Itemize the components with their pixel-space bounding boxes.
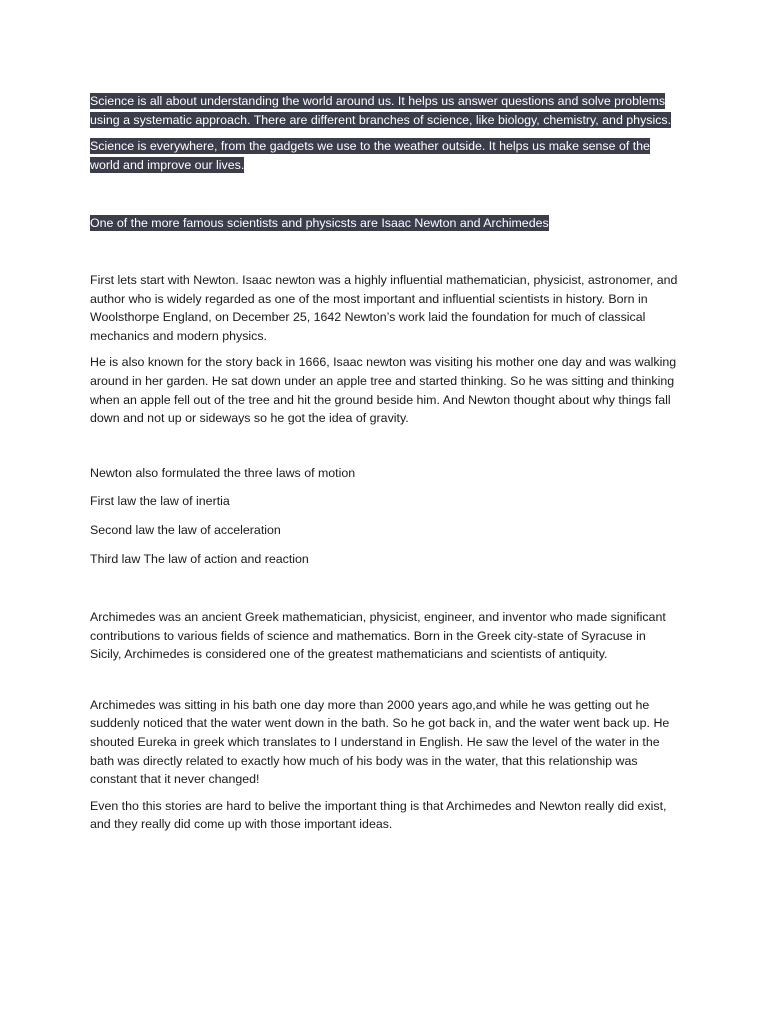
newton-paragraph-2: He is also known for the story back in 1666, Isaac newton was visiting his mother one day and was walking around in her garden. He sat down under an apple tree and started thinking. So he was sitting and thinking when an apple fell out of the tree and hit the ground beside him. And Newton thought about why things fall down and not up or sideways so he got the idea of gravity. <box>90 355 677 426</box>
law-1: First law the law of inertia <box>90 494 230 509</box>
law-2: Second law the law of acceleration <box>90 522 281 537</box>
conclusion-paragraph: Even tho this stories are hard to belive the important thing is that Archimedes and Newton really did exist, and they really did come up with those important ideas. <box>90 798 667 832</box>
highlighted-text: Science is everywhere, from the gadgets we use to the weather outside. It helps us make sense of the world and improve our lives. <box>90 139 650 172</box>
law-3: Third law The law of action and reaction <box>90 551 309 566</box>
intro-paragraph-1 <box>90 92 680 129</box>
archimedes-paragraph-2: Archimedes was sitting in his bath one day more than 2000 years ago,and while he was getting out he suddenly noticed that the water went down in the bath. So he got back in, and the water went back up. He shouted Eureka in greek which translates to I understand in English. He saw the level of the water in the bath was directly related to exactly how much of his body was in the water, that this relationship was constant that it never changed! <box>90 697 670 787</box>
highlighted-text: Science is all about understanding the world around us. It helps us answer questions and solve problems using a systematic approach. There are different branches of science, like biology, chemistry, and physics. <box>90 94 672 127</box>
document-body <box>90 92 680 834</box>
highlighted-text: One of the more famous scientists and physicsts are Isaac Newton and Archimedes <box>90 216 549 231</box>
intro-paragraph-2 <box>90 137 680 174</box>
newton-paragraph-1: First lets start with Newton. Isaac newton was a highly influential mathematician, physicist, astronomer, and author who is widely regarded as one of the most important and influential scientists in history. Born in Woolsthorpe England, on December 25, 1642 Newton’s work laid the foundation for much of classical mechanics and modern physics. <box>90 272 678 343</box>
laws-intro: Newton also formulated the three laws of motion <box>90 465 356 480</box>
scientists-heading-paragraph <box>90 214 680 233</box>
archimedes-paragraph-1: Archimedes was an ancient Greek mathematician, physicist, engineer, and inventor who made significant contributions to various fields of science and mathematics. Born in the Greek city-state of Syracuse in Sicily, Archimedes is considered one of the greatest mathematicians and scientists of antiquity. <box>90 610 666 662</box>
